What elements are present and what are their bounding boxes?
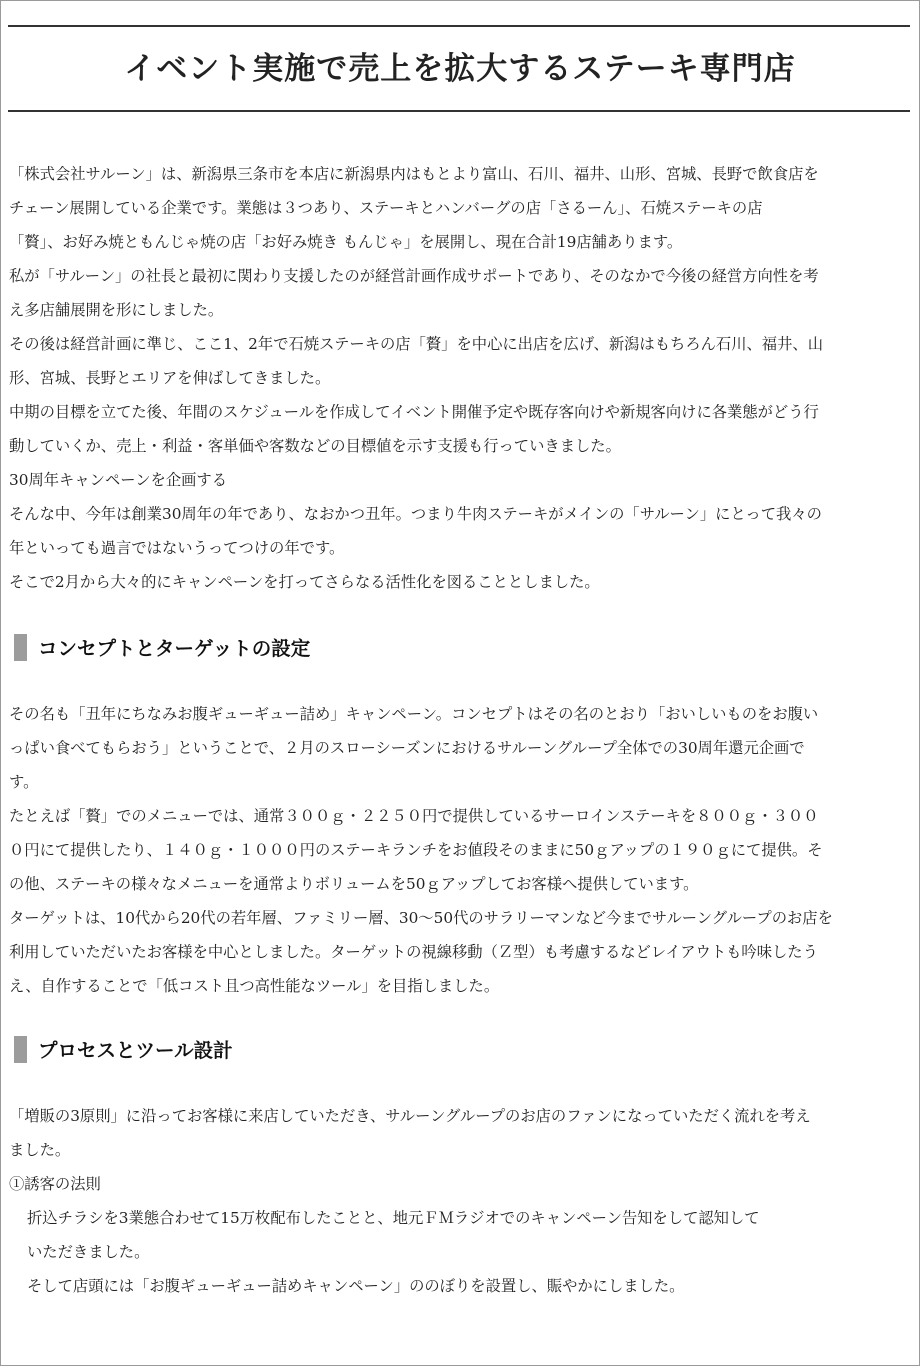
- body-line: え、自作することで「低コスト且つ高性能なツール」を目指しました。: [9, 977, 500, 995]
- intro-line: 中期の目標を立てた後、年間のスケジュールを作成してイベント開催予定や既存客向けや新規客向けに各業態がどう行: [9, 403, 819, 421]
- title-bottom-rule: [8, 110, 910, 112]
- intro-line: 動していくか、売上・利益・客単価や客数などの目標値を示す支援も行っていきました。: [9, 437, 621, 455]
- indented-line: 折込チラシを3業態合わせて15万枚配布したことと、地元ＦＭラジオでのキャンペーン告知をして認知して: [27, 1209, 760, 1227]
- indented-line: そして店頭には「お腹ギューギュー詰めキャンペーン」ののぼりを設置し、賑やかにしました。: [27, 1277, 685, 1295]
- title-top-rule: [8, 25, 910, 27]
- body-line: す。: [9, 773, 39, 791]
- list-label: ①誘客の法則: [9, 1175, 101, 1193]
- section-heading-label: コンセプトとターゲットの設定: [38, 637, 311, 660]
- intro-line: え多店舗展開を形にしました。: [9, 301, 224, 319]
- section-heading-process: [9, 1033, 907, 1065]
- heading-bar-marker: [14, 634, 27, 661]
- section-heading-label: プロセスとツール設計: [38, 1039, 233, 1062]
- page-title: イベント実施で売上を拡大するステーキ専門店: [124, 51, 796, 87]
- intro-line: 年といっても過言ではないうってつけの年です。: [9, 539, 345, 557]
- spacer: [9, 663, 907, 697]
- intro-line: そんな中、今年は創業30周年の年であり、なおかつ丑年。つまり牛肉ステーキがメインの「サルーン」にとって我々の: [9, 505, 822, 523]
- process-section: [9, 1099, 907, 1303]
- indented-line: いただきました。: [27, 1243, 150, 1261]
- concept-section: [9, 697, 907, 1003]
- intro-line: 「株式会社サルーン」は、新潟県三条市を本店に新潟県内はもとより富山、石川、福井、山形、宮城、長野で飲食店を: [9, 165, 819, 183]
- intro-line: その後は経営計画に準じ、ここ1、2年で石焼ステーキの店「贅」を中心に出店を広げ、新潟はもちろん石川、福井、山: [9, 335, 823, 353]
- body-line: 「増販の3原則」に沿ってお客様に来店していただき、サルーングループのお店のファンになっていただく流れを考え: [9, 1107, 811, 1125]
- intro-section: [9, 157, 907, 599]
- intro-line: チェーン展開している企業です。業態は３つあり、ステーキとハンバーグの店「さるーん」、石焼ステーキの店: [9, 199, 763, 217]
- intro-line: 「贅」、お好み焼ともんじゃ焼の店「お好み焼き もんじゃ」を展開し、現在合計19店舗あります。: [9, 233, 683, 251]
- body-line: っぱい食べてもらおう」ということで、２月のスローシーズンにおけるサルーングループ全体での30周年還元企画で: [9, 739, 805, 757]
- intro-line: 形、宮城、長野とエリアを伸ばしてきました。: [9, 369, 331, 387]
- body-line: ました。: [9, 1141, 71, 1159]
- subheading-line: 30周年キャンペーンを企画する: [9, 471, 228, 489]
- article-body: [9, 157, 907, 1303]
- spacer: [9, 1065, 907, 1099]
- intro-line: 私が「サルーン」の社長と最初に関わり支援したのが経営計画作成サポートであり、そのなかで今後の経営方向性を考: [9, 267, 819, 285]
- body-line: ターゲットは、10代から20代の若年層、ファミリー層、30〜50代のサラリーマンなど今までサルーングループのお店を: [9, 909, 833, 927]
- body-line: その名も「丑年にちなみお腹ギューギュー詰め」キャンペーン。コンセプトはその名のとおり「おいしいものをお腹い: [9, 705, 819, 723]
- intro-line: そこで2月から大々的にキャンペーンを打ってさらなる活性化を図ることとしました。: [9, 573, 600, 591]
- body-line: の他、ステーキの様々なメニューを通常よりボリュームを50ｇアップしてお客様へ提供しています。: [9, 875, 699, 893]
- body-line: たとえば「贅」でのメニューでは、通常３００ｇ・２２５０円で提供しているサーロインステーキを８００ｇ・３００: [9, 807, 819, 825]
- body-line: 利用していただいたお客様を中心としました。ターゲットの視線移動（Ｚ型）も考慮するなどレイアウトも吟味したう: [9, 943, 818, 961]
- heading-bar-marker: [14, 1036, 27, 1063]
- section-heading-concept: [9, 631, 907, 663]
- body-line: ０円にて提供したり、１４０ｇ・１０００円のステーキランチをお値段そのままに50ｇアップの１９０ｇにて提供。そ: [9, 841, 823, 859]
